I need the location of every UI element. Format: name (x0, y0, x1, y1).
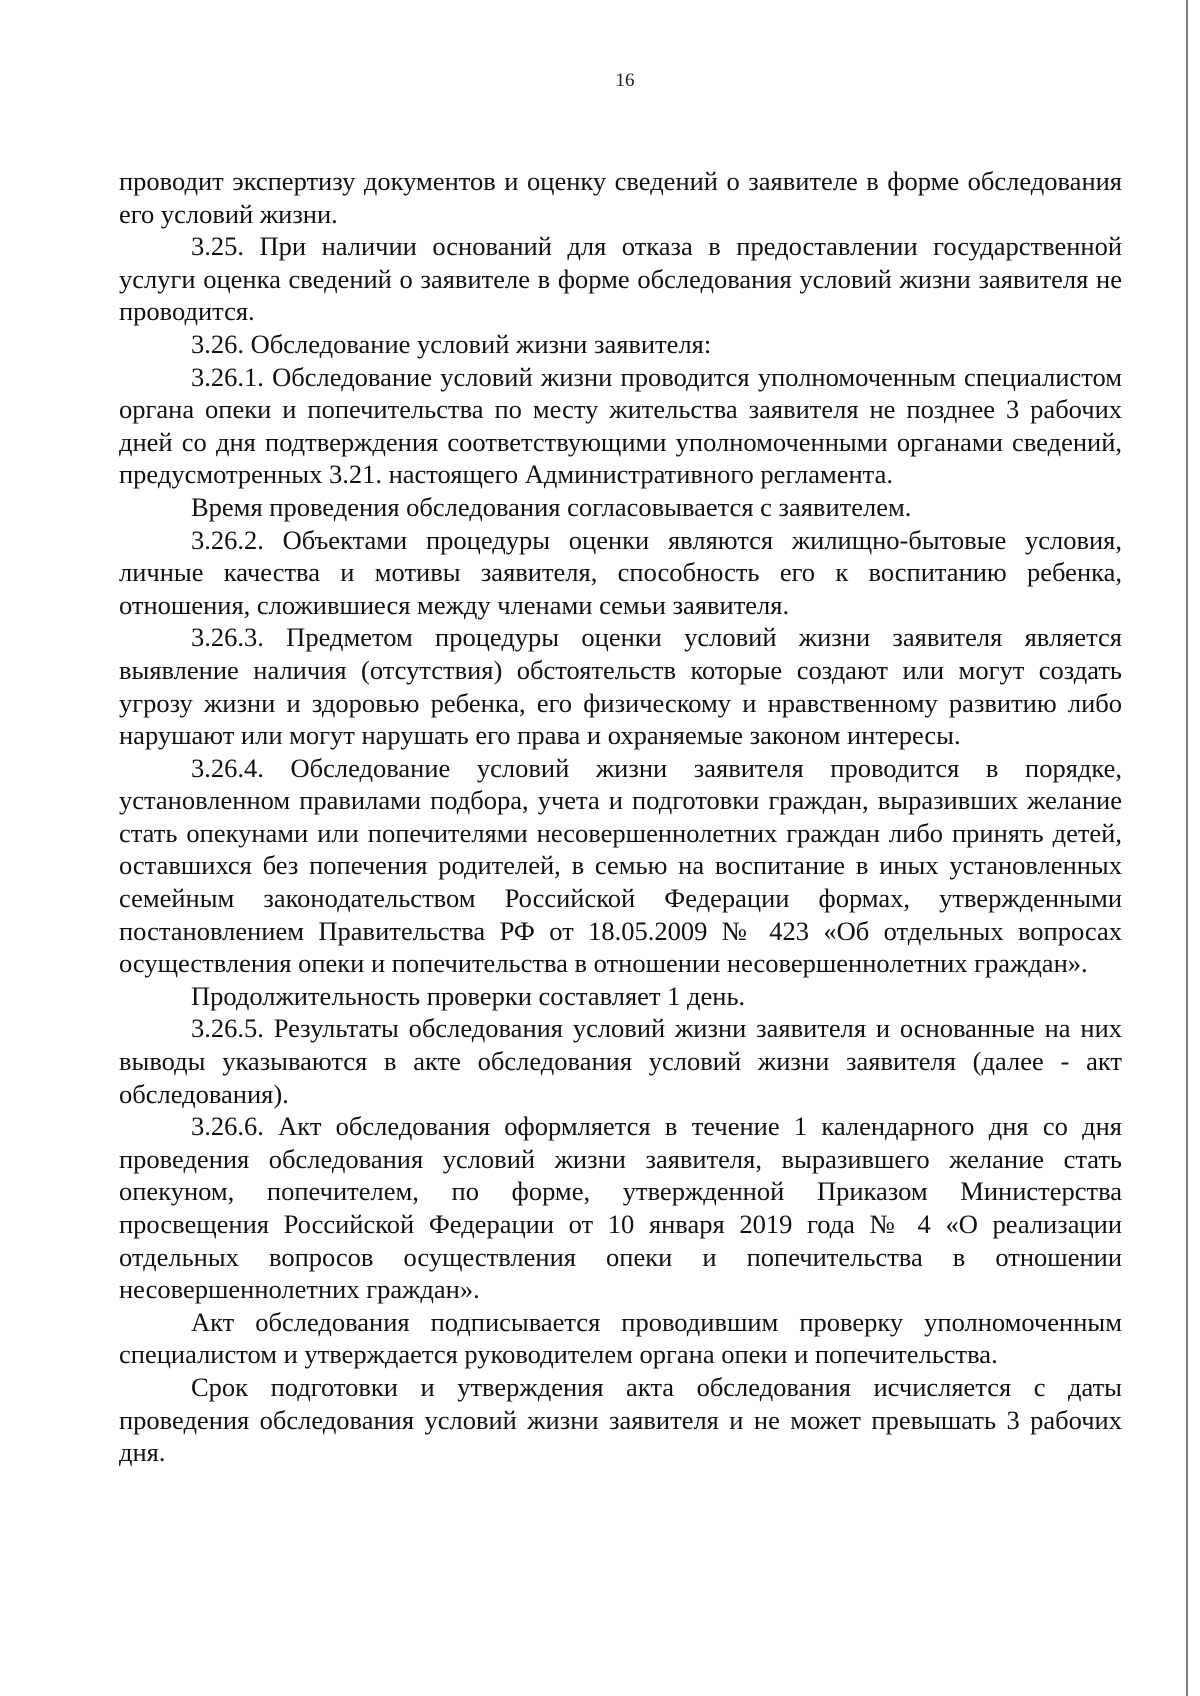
paragraph-intro: проводит экспертизу документов и оценку сведений о заявителе в форме обследования его условий жизни. (119, 166, 1122, 229)
paragraph-3-26-2: 3.26.2. Объектами процедуры оценки являются жилищно-бытовые условия, личные качества и мотивы заявителя, способность его к воспитанию ребенка, отношения, сложившиеся между членами семьи заявителя. (119, 524, 1122, 620)
page-number: 16 (615, 70, 635, 91)
paragraph-act-deadline: Срок подготовки и утверждения акта обследования исчисляется с даты проведения обследования условий жизни заявителя и не может превышать 3 рабочих дня. (119, 1371, 1122, 1468)
paragraph-3-26-4: 3.26.4. Обследование условий жизни заявителя проводится в порядке, установленном правилами подбора, учета и подготовки граждан, выразивших желание стать опекунами или попечителями несовершеннолетних граждан либо принять детей, оставшихся без попечения родителей, в семью на воспитание в иных установленных семейным законодательством Российской Федерации формах, утвержденными постановлением Правительства РФ от 18.05.2009 № 423 «Об отдельных вопросах осуществления опеки и попечительства в отношении несовершеннолетних граждан». (119, 752, 1122, 979)
paragraph-3-26-6: 3.26.6. Акт обследования оформляется в течение 1 календарного дня со дня проведения обследования условий жизни заявителя, выразившего желание стать опекуном, попечителем, по форме, утвержденной Приказом Министерства просвещения Российской Федерации от 10 января 2019 года № 4 «О реализации отдельных вопросов осуществления опеки и попечительства в отношении несовершеннолетних граждан». (119, 1111, 1122, 1305)
page-edge-divider (1186, 0, 1188, 1696)
paragraph-act-signing: Акт обследования подписывается проводившим проверку уполномоченным специалистом и утверждается руководителем органа опеки и попечительства. (119, 1306, 1122, 1370)
paragraph-3-26-1: 3.26.1. Обследование условий жизни проводится уполномоченным специалистом органа опеки и попечительства по месту жительства заявителя не позднее 3 рабочих дней со дня подтверждения соответствующими уполномоченными органами сведений, предусмотренных 3.21. настоящего Административного регламента. (119, 361, 1122, 490)
paragraph-scheduling: Время проведения обследования согласовывается с заявителем. (191, 491, 912, 522)
paragraph-3-26-3: 3.26.3. Предметом процедуры оценки условий жизни заявителя является выявление наличия (отсутствия) обстоятельств которые создают или могут создать угрозу жизни и здоровью ребенка, его физическому и нравственному развитию либо нарушают или могут нарушать его права и охраняемые законом интересы. (119, 622, 1122, 751)
paragraph-3-26: 3.26. Обследование условий жизни заявителя: (191, 328, 712, 359)
paragraph-3-25: 3.25. При наличии оснований для отказа в предоставлении государственной услуги оценка сведений о заявителе в форме обследования условий жизни заявителя не проводится. (119, 231, 1122, 327)
document-body (119, 165, 1122, 1469)
paragraph-duration: Продолжительность проверки составляет 1 день. (191, 980, 746, 1011)
paragraph-3-26-5: 3.26.5. Результаты обследования условий жизни заявителя и основанные на них выводы указываются в акте обследования условий жизни заявителя (далее - акт обследования). (119, 1013, 1122, 1109)
